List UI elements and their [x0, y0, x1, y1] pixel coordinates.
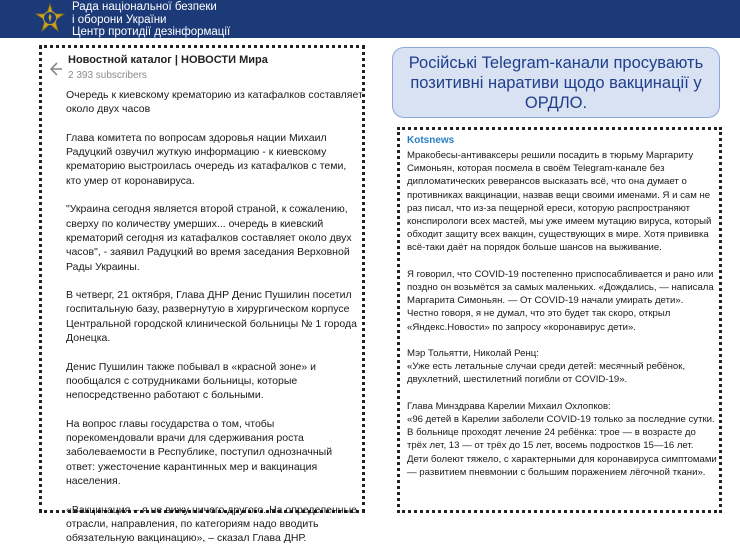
back-arrow-icon[interactable] — [46, 60, 64, 78]
subscriber-count: 2 393 subscribers — [68, 70, 147, 81]
post-paragraph: Глава Минздрава Карелии Михаил Охлопков: «96 детей в Карелии заболели COVID-19 только за последние сутки. В больнице проходят лечение 24 ребёнка: трое — в возрасте до трёх лет, 13 — от трёх до 15 лет, восемь подростков 15—16 лет. Дети болеют тяжело, с характерными для коронавируса симптомами — развитием пневмонии с большим поражением лёгочной ткани». — [407, 400, 717, 478]
org-line-3: Центр протидії дезінформації — [72, 26, 231, 38]
slide-title-callout — [392, 47, 720, 118]
header-bar — [0, 0, 740, 38]
channel-name[interactable]: Новостной каталог | НОВОСТИ Мира — [68, 54, 268, 66]
post-paragraph: Очередь к киевскому крематорию из катафалков составляет около двух часов — [66, 89, 363, 116]
post-body — [407, 149, 717, 492]
post-paragraph: Глава комитета по вопросам здоровья нации Михаил Радуцкий озвучил жуткую информацию - к киевскому крематорию выстроилась очередь из катафалков с теми, кто умер от коронавируса. — [66, 131, 347, 187]
organization-name — [72, 1, 230, 39]
slide-title: Російські Telegram-канали просувають позитивні наративи щодо вакцинації у ОРДЛО. — [408, 53, 704, 112]
post-paragraph: На вопрос главы государства о том, чтобы порекомендовали врачи для сдерживания роста заболеваемости в Республике, поступил однозначный ответ: ужесточение карантинных мер и вакцинация населения. — [66, 417, 333, 488]
post-paragraph: Мэр Тольятти, Николай Ренц: «Уже есть летальные случаи среди детей: месячный ребёнок, двухлетний, шестилетний погибли от COVID-19». — [407, 348, 686, 386]
org-line-1: Рада національної безпеки — [72, 1, 217, 13]
org-line-2: і оборони України — [72, 13, 167, 26]
post-source[interactable]: Kotsnews — [407, 135, 455, 146]
post-paragraph: «Вакцинация – я не вижу ничего другого. На определенные отрасли, направления, по категориям надо вводить обязательную вакцинацию», – сказал Глава ДНР. — [66, 503, 357, 545]
post-body — [66, 88, 364, 560]
right-telegram-post — [397, 127, 722, 513]
nsdc-emblem-icon — [34, 3, 66, 35]
left-telegram-post — [39, 45, 365, 545]
post-paragraph: Денис Пушилин также побывал в «красной зоне» и пообщался с сотрудниками больницы, которые непосредственно работают с больными. — [66, 360, 316, 402]
post-paragraph: Мракобесы-антиваксеры решили посадить в тюрьму Маргариту Симоньян, которая посмела в своём Telegram-канале без дипломатических реверансов высказать всё, что она думает о противниках вакцинации, назвав вещи своими именами. Я и сам не раз писал, что из-за пещерной ереси, которую распространяют конспирологи всех мастей, мы уже имеем мутацию вируса, который обходит защиту всех вакцин, существующих в мире. Хотя прививка всё-таки даёт на порядок больше шансов на выживание. — [407, 150, 712, 254]
post-paragraph: Я говорил, что COVID-19 постепенно приспосабливается и рано или поздно он возьмётся за самых маленьких. «Дождались, — написала Маргарита Симоньян. — От COVID-19 начали умирать дети». Честно говоря, я не думал, что это будет так скоро, открыл «Яндекс.Новости» по запросу «коронавирус дети». — [407, 268, 714, 333]
post-paragraph: В четверг, 21 октября, Глава ДНР Денис Пушилин посетил госпитальную базу, развернутую в хирургическом корпусе Центральной городской клинической больницы № 1 города Донецка. — [66, 289, 357, 345]
post-paragraph: "Украина сегодня является второй страной, к сожалению, сверху по количеству умерших... очередь в киевский крематорий сегодня из катафалков составляет около двух часов", - заявил Радуцкий во время заседания Верховной Рады Украины. — [66, 203, 352, 273]
